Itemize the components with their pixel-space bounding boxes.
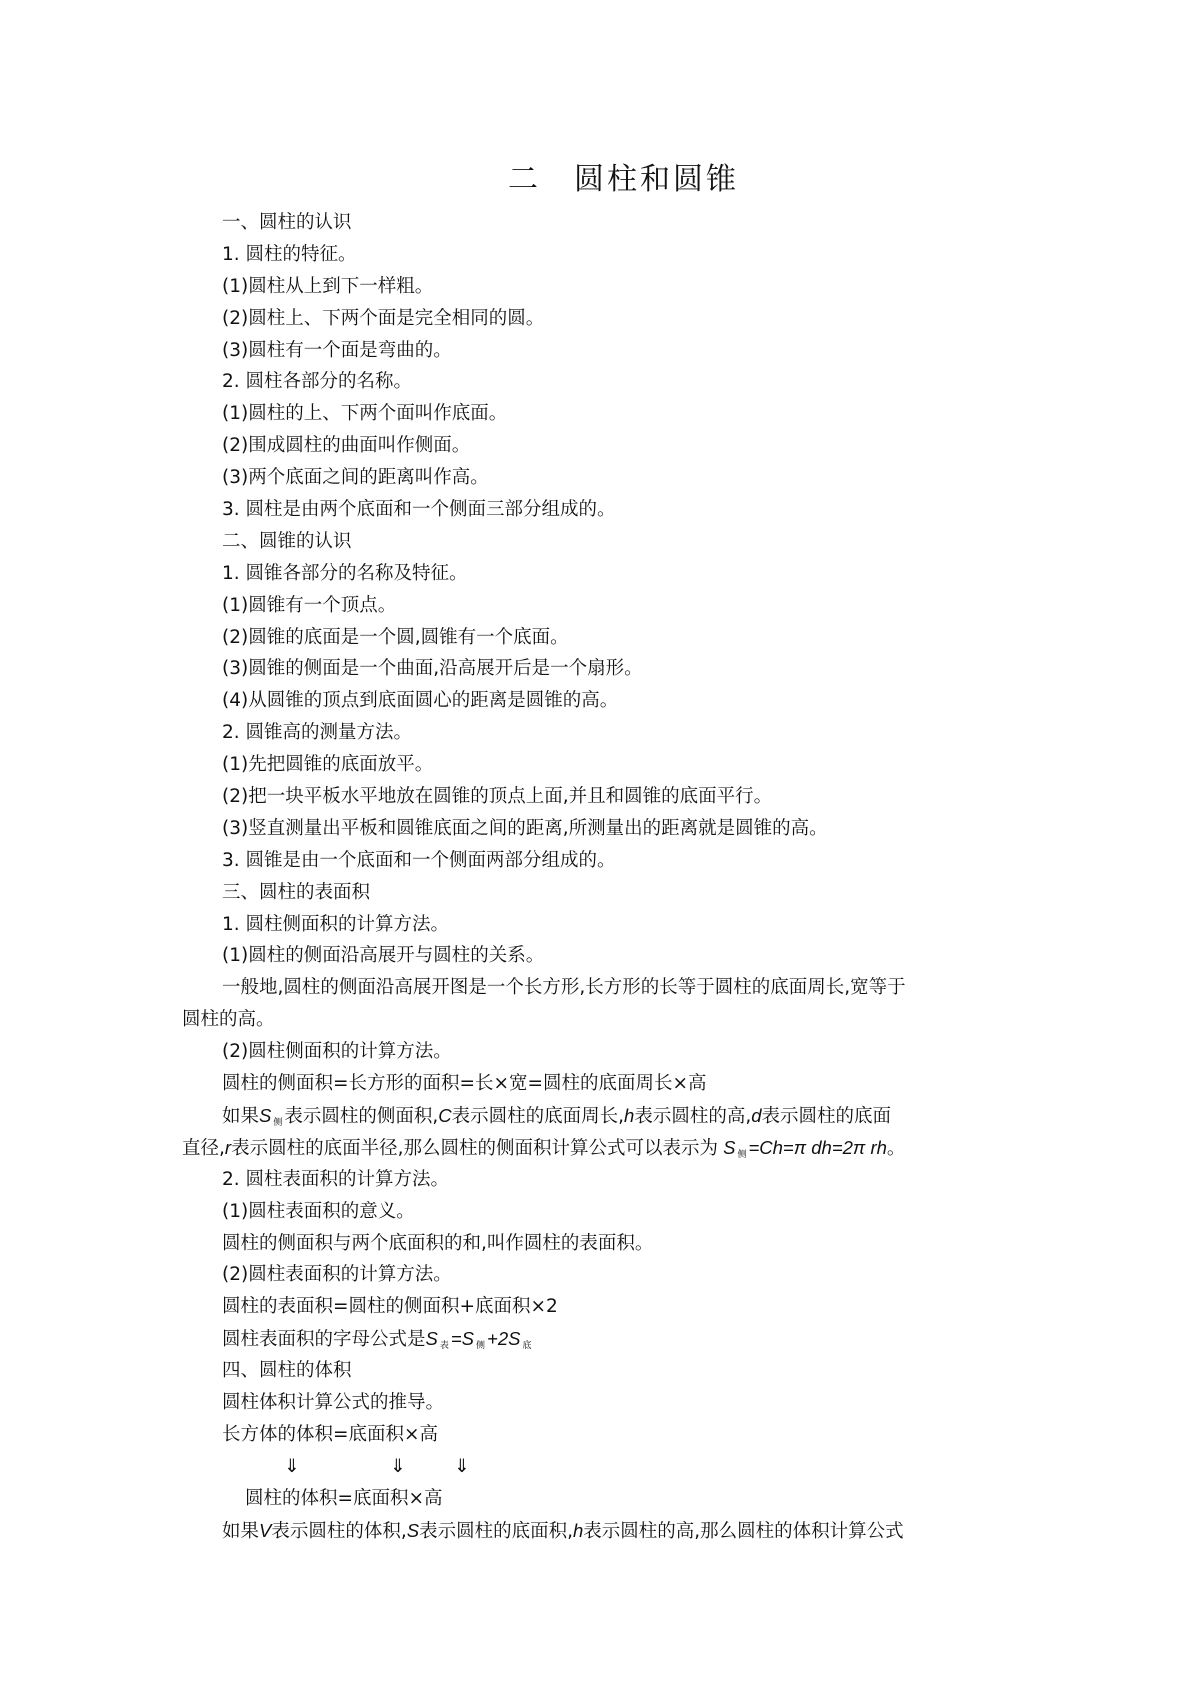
text-line: (1)圆锥有一个顶点。 (222, 594, 397, 616)
text: 表示圆柱的体积, (271, 1520, 407, 1542)
symbol-h: h (572, 1519, 584, 1541)
text-line: (2)圆柱上、下两个面是完全相同的圆。 (222, 307, 545, 329)
heading-cone: 二、圆锥的认识 (222, 530, 352, 552)
text: 表示圆柱的高, (634, 1105, 752, 1127)
lateral-area-formula: =Ch=π dh=2π rh (748, 1136, 887, 1158)
text-line: 圆柱的高。 (182, 1009, 275, 1031)
subscript: 侧 (476, 1341, 486, 1352)
text-line: 2. 圆锥高的测量方法。 (222, 722, 413, 744)
text-line: 2. 圆柱表面积的计算方法。 (222, 1168, 450, 1190)
text-line: (2)圆柱侧面积的计算方法。 (222, 1041, 452, 1063)
text-line: (3)圆锥的侧面是一个曲面,沿高展开后是一个扇形。 (222, 658, 643, 680)
text-line: (2)圆柱表面积的计算方法。 (222, 1264, 452, 1286)
symbol-s: S (425, 1328, 438, 1350)
text: 表示圆柱的底面 (761, 1105, 892, 1127)
subscript: 侧 (737, 1149, 747, 1160)
text-line: 圆柱体积计算公式的推导。 (222, 1391, 445, 1413)
text-line: (4)从圆锥的顶点到底面圆心的距离是圆锥的高。 (222, 690, 619, 712)
text-line: 圆柱的表面积=圆柱的侧面积+底面积×2 (222, 1296, 558, 1318)
symbol-v: V (259, 1519, 272, 1541)
text-line: (1)先把圆锥的底面放平。 (222, 754, 434, 776)
volume-definition (182, 1515, 1022, 1547)
text-line: 圆柱的侧面积=长方形的面积=长×宽=圆柱的底面周长×高 (222, 1073, 707, 1095)
text-line: 一般地,圆柱的侧面沿高展开图是一个长方形,长方形的长等于圆柱的底面周长,宽等于 (222, 977, 906, 999)
text-line: 2. 圆柱各部分的名称。 (222, 371, 413, 393)
text-line: 3. 圆锥是由一个底面和一个侧面两部分组成的。 (222, 849, 616, 871)
text-line: 3. 圆柱是由两个底面和一个侧面三部分组成的。 (222, 499, 616, 521)
symbol-d: d (751, 1104, 762, 1126)
subscript: 侧 (273, 1117, 283, 1128)
text: 表示圆柱的底面周长, (451, 1105, 625, 1127)
down-arrow-icon: ⇓ (284, 1455, 300, 1477)
text-line: (3)两个底面之间的距离叫作高。 (222, 467, 489, 489)
subscript: 表 (439, 1341, 449, 1352)
lateral-definition-line-1 (182, 1100, 1022, 1132)
surface-area-formula (182, 1323, 1022, 1355)
symbol-s: S (406, 1519, 420, 1541)
text-line: 圆柱的体积=底面积×高 (245, 1487, 443, 1509)
text-line: (1)圆柱的上、下两个面叫作底面。 (222, 403, 508, 425)
text-line: 圆柱的侧面积与两个底面积的和,叫作圆柱的表面积。 (222, 1232, 654, 1254)
subscript: 底 (522, 1341, 532, 1352)
text-line: (2)把一块平板水平地放在圆锥的顶点上面,并且和圆锥的底面平行。 (222, 786, 773, 808)
text-line: (3)竖直测量出平板和圆锥底面之间的距离,所测量出的距离就是圆锥的高。 (222, 817, 828, 839)
text-line: 1. 圆锥各部分的名称及特征。 (222, 562, 468, 584)
text-line: (1)圆柱从上到下一样粗。 (222, 275, 434, 297)
text: 表示圆柱的高,那么圆柱的体积计算公式 (583, 1520, 904, 1542)
down-arrow-icon: ⇓ (390, 1455, 406, 1477)
lateral-definition-line-2: 直径,r表示圆柱的底面半径,那么圆柱的侧面积计算公式可以表示为 S $_侧$ =Ch=π dh=2π rh。 (182, 1136, 906, 1160)
symbol-r: r (224, 1136, 232, 1158)
text-line: (2)围成圆柱的曲面叫作侧面。 (222, 435, 471, 457)
symbol-s: S (259, 1104, 272, 1126)
formula-part: =S (450, 1328, 475, 1350)
text: 圆柱表面积的字母公式是 (222, 1329, 426, 1351)
text: 。 (886, 1137, 906, 1159)
text: 表示圆柱的底面积, (419, 1520, 573, 1542)
text-line: (3)圆柱有一个面是弯曲的。 (222, 339, 452, 361)
text-line: 长方体的体积=底面积×高 (222, 1423, 439, 1445)
heading-volume: 四、圆柱的体积 (222, 1360, 352, 1382)
text-line: (1)圆柱表面积的意义。 (222, 1200, 415, 1222)
text: 直径, (182, 1137, 225, 1159)
text-line: 1. 圆柱的特征。 (222, 243, 357, 265)
down-arrow-icon: ⇓ (454, 1455, 470, 1477)
document-body (182, 207, 1022, 1546)
derivation-arrows (182, 1451, 1022, 1483)
text: 如果 (222, 1105, 260, 1127)
symbol-c: C (438, 1104, 452, 1126)
text: 表示圆柱的侧面积, (284, 1105, 439, 1127)
heading-surface-area: 三、圆柱的表面积 (222, 881, 371, 903)
symbol-h: h (624, 1104, 635, 1126)
text-line: (2)圆锥的底面是一个圆,圆锥有一个底面。 (222, 626, 569, 648)
page-title: 二 圆柱和圆锥 (508, 162, 739, 197)
text: 如果 (222, 1520, 260, 1542)
formula-part: +2S (487, 1328, 521, 1350)
text: 表示圆柱的底面半径,那么圆柱的侧面积计算公式可以表示为 (231, 1137, 718, 1159)
heading-cylinder: 一、圆柱的认识 (222, 212, 352, 233)
text-line: (1)圆柱的侧面沿高展开与圆柱的关系。 (222, 945, 545, 967)
text-line: 1. 圆柱侧面积的计算方法。 (222, 913, 450, 935)
